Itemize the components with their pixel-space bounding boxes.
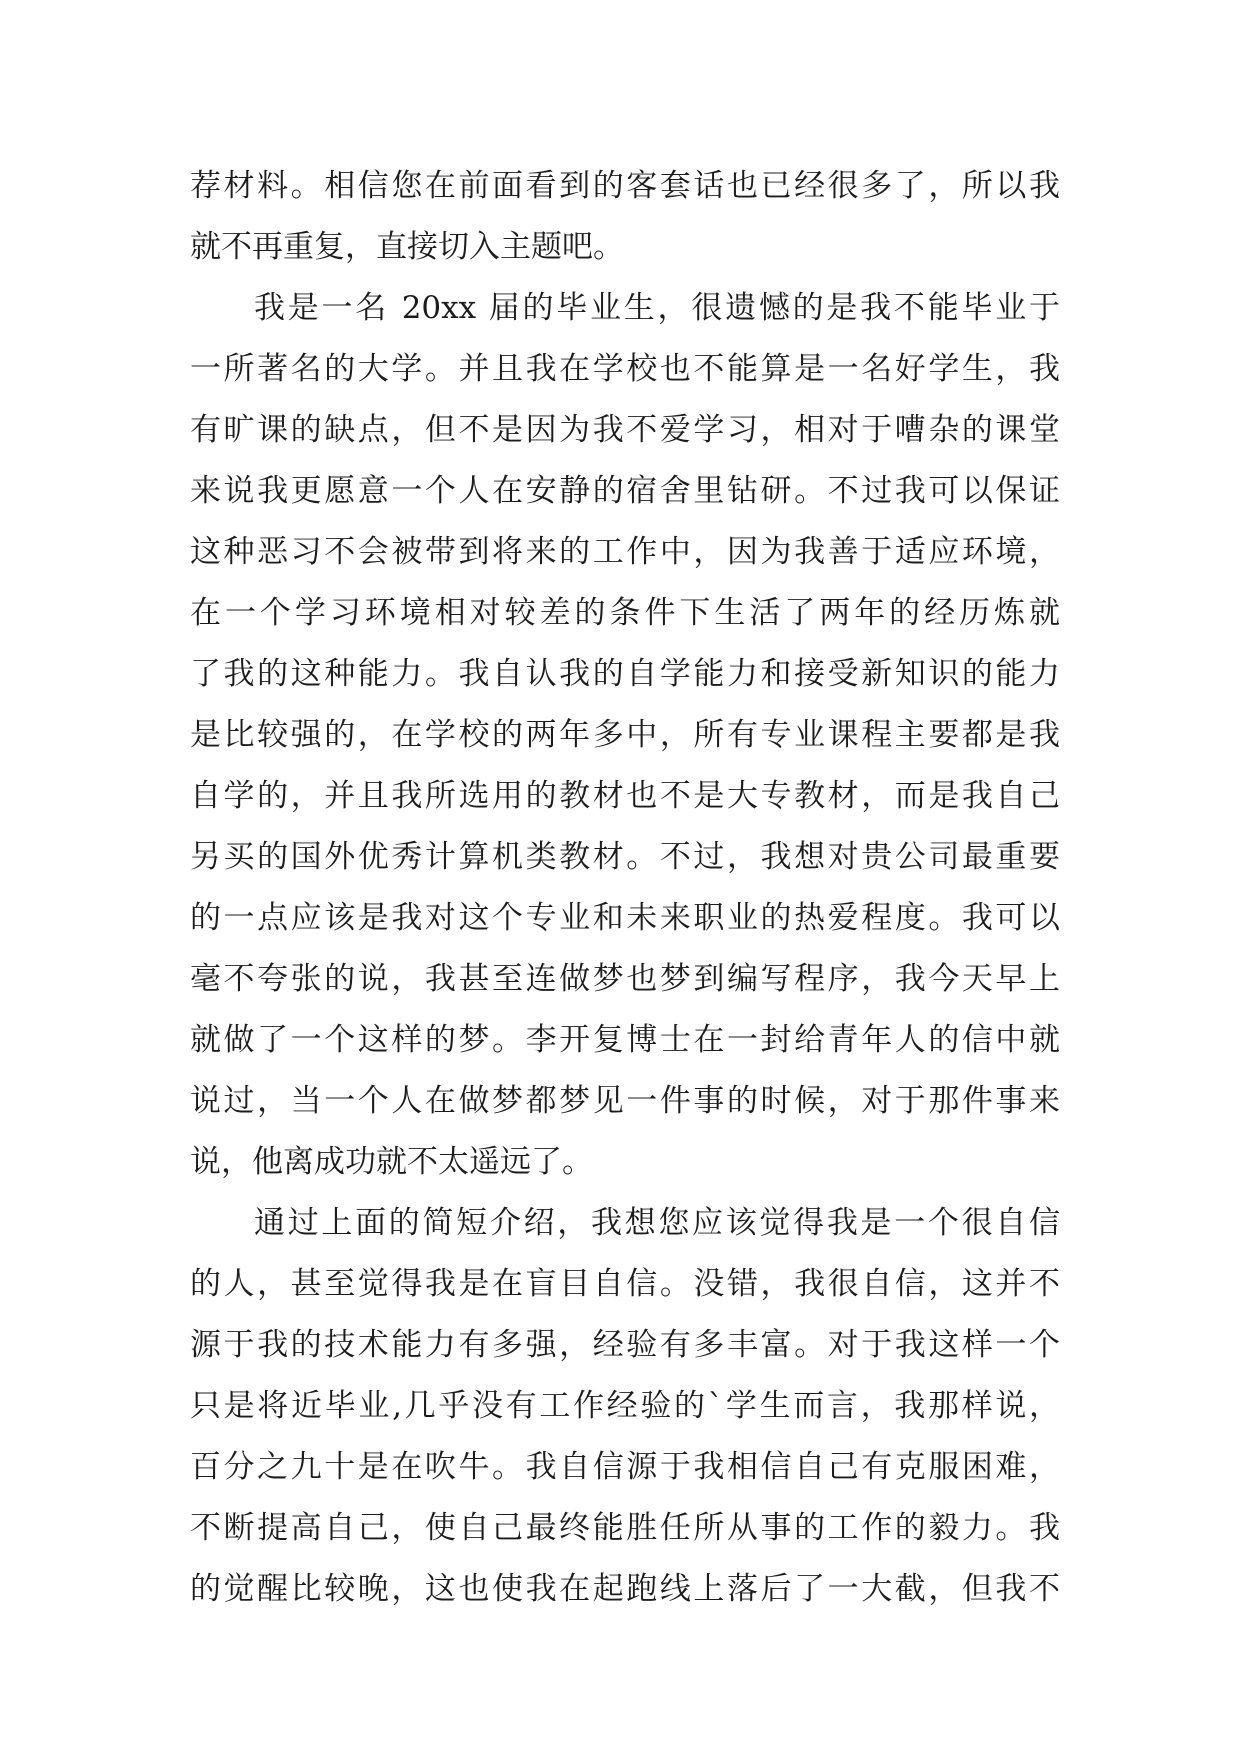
text-line: 了我的这种能力。我自认我的自学能力和接受新知识的能力 bbox=[190, 656, 1060, 692]
body-text bbox=[190, 156, 1060, 1620]
text-line: 自学的，并且我所选用的教材也不是大专教材，而是我自己 bbox=[190, 778, 1060, 814]
text-line: 的一点应该是我对这个专业和未来职业的热爱程度。我可以 bbox=[190, 900, 1060, 936]
text-line: 另买的国外优秀计算机类教材。不过，我想对贵公司最重要 bbox=[190, 839, 1060, 875]
text-line: 说，他离成功就不太遥远了。 bbox=[190, 1144, 593, 1180]
text-line: 这种恶习不会被带到将来的工作中，因为我善于适应环境， bbox=[190, 534, 1060, 570]
text-line: 荐材料。相信您在前面看到的客套话也已经很多了，所以我 bbox=[190, 168, 1060, 204]
text-line: 就不再重复，直接切入主题吧。 bbox=[190, 229, 624, 265]
text-line: 不断提高自己，使自己最终能胜任所从事的工作的毅力。我 bbox=[190, 1510, 1060, 1546]
text-line: 源于我的技术能力有多强，经验有多丰富。对于我这样一个 bbox=[190, 1327, 1060, 1363]
text-line: 有旷课的缺点，但不是因为我不爱学习，相对于嘈杂的课堂 bbox=[190, 412, 1060, 448]
text-line: 在一个学习环境相对较差的条件下生活了两年的经历炼就 bbox=[190, 595, 1060, 631]
text-line: 的人，甚至觉得我是在盲目自信。没错，我很自信，这并不 bbox=[190, 1266, 1060, 1302]
text-line: 只是将近毕业,几乎没有工作经验的`学生而言，我那样说， bbox=[190, 1388, 1060, 1424]
paragraph-start-line: 我是一名 20xx 届的毕业生，很遗憾的是我不能毕业于 bbox=[254, 290, 1060, 326]
text-line: 毫不夸张的说，我甚至连做梦也梦到编写程序，我今天早上 bbox=[190, 961, 1060, 997]
paragraph-start-line: 通过上面的简短介绍，我想您应该觉得我是一个很自信 bbox=[254, 1205, 1060, 1241]
text-line: 就做了一个这样的梦。李开复博士在一封给青年人的信中就 bbox=[190, 1022, 1060, 1058]
text-line: 一所著名的大学。并且我在学校也不能算是一名好学生，我 bbox=[190, 351, 1060, 387]
text-line: 是比较强的，在学校的两年多中，所有专业课程主要都是我 bbox=[190, 717, 1060, 753]
text-line: 来说我更愿意一个人在安静的宿舍里钻研。不过我可以保证 bbox=[190, 473, 1060, 509]
text-line: 的觉醒比较晚，这也使我在起跑线上落后了一大截，但我不 bbox=[190, 1571, 1060, 1607]
text-line: 百分之九十是在吹牛。我自信源于我相信自己有克服困难， bbox=[190, 1449, 1060, 1485]
text-line: 说过，当一个人在做梦都梦见一件事的时候，对于那件事来 bbox=[190, 1083, 1060, 1119]
